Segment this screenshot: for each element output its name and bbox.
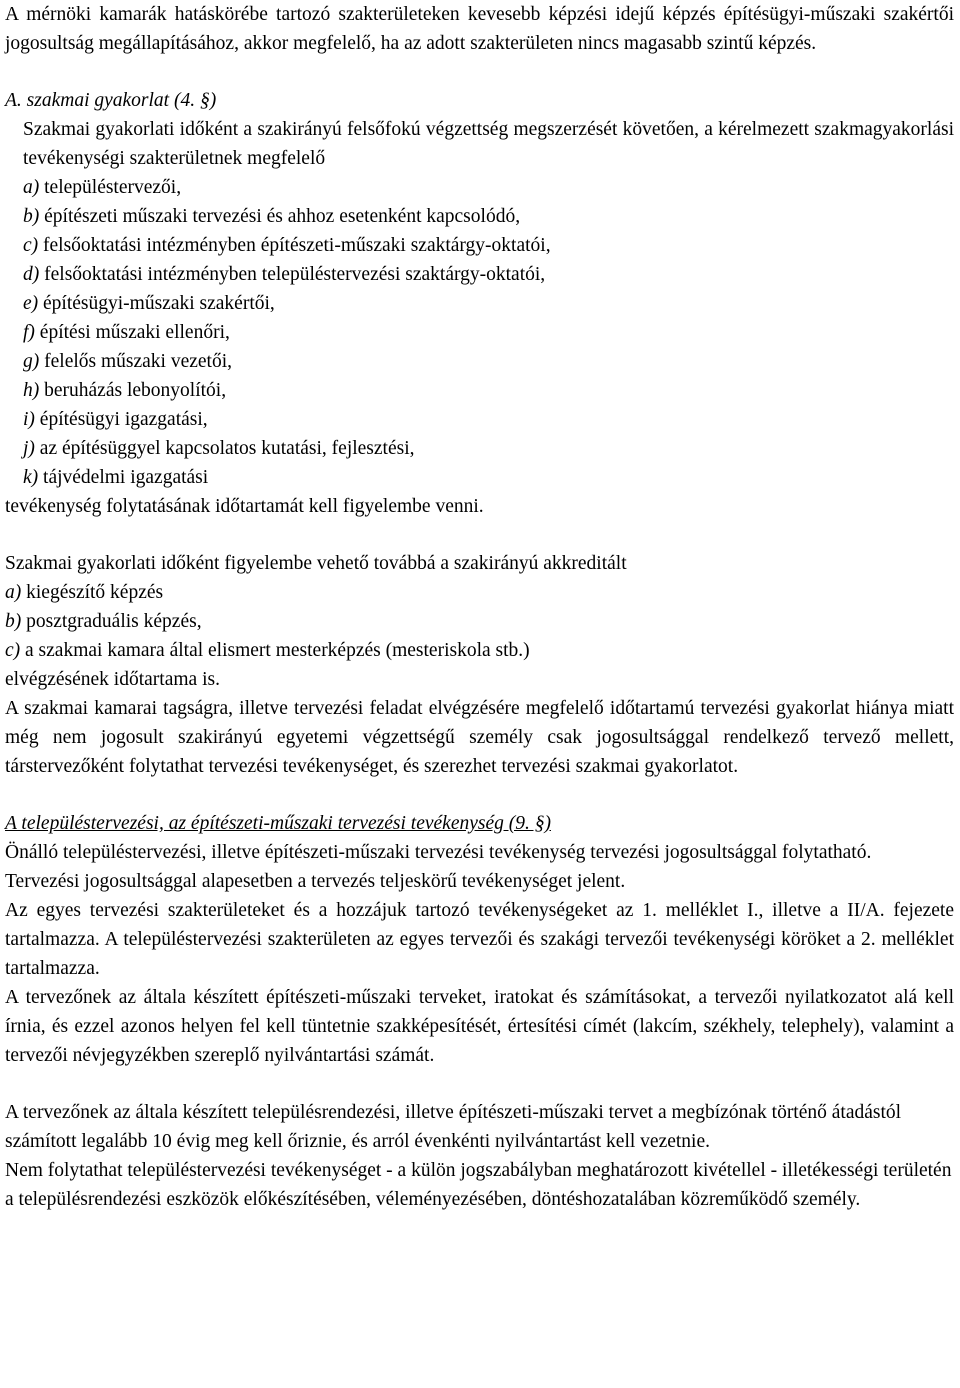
list-item: j) az építésüggyel kapcsolatos kutatási, fejlesztési, [23, 438, 415, 459]
list-item: g) felelős műszaki vezetői, [23, 351, 233, 372]
list-item: b) posztgraduális képzés, [5, 611, 202, 632]
section-b-paragraph: Szakmai gyakorlati időként figyelembe vehető továbbá a szakirányú akkreditált [5, 553, 627, 574]
section-c-paragraph: A tervezőnek az általa készített építészeti-műszaki terveket, iratokat és számításokat, a tervezői nyilatkozatot alá kell írnia, és ezzel azonos helyen fel kell tüntetnie szakképesítését, értesítési címét (lakcím, székhely, telephely), valamint a tervezői névjegyzékben szereplő nyilvántartási számát. [5, 987, 954, 1066]
list-item: f) építési műszaki ellenőri, [23, 322, 230, 343]
section-a-list [23, 173, 954, 492]
section-c-heading: A településtervezési, az építészeti-műszaki tervezési tevékenység (9. §) [5, 813, 551, 834]
intro-paragraph: A mérnöki kamarák hatáskörébe tartozó szakterületeken kevesebb képzési idejű képzés építésügyi-műszaki szakértői jogosultság megállapításához, akkor megfelelő, ha az adott szakterületen nincs magasabb szintű képzés. [5, 4, 954, 54]
list-item: c) a szakmai kamara által elismert mesterképzés (mesteriskola stb.) [5, 640, 530, 661]
list-item: d) felsőoktatási intézményben településtervezési szaktárgy-oktatói, [23, 264, 546, 285]
section-c-paragraph: Nem folytathat településtervezési tevékenységet - a külön jogszabályban meghatározott kivétellel - illetékességi területén a településrendezési eszközök előkészítésében, véleményezésében, döntéshozatalában közreműködő személy. [5, 1160, 952, 1210]
list-item: c) felsőoktatási intézményben építészeti-műszaki szaktárgy-oktatói, [23, 235, 551, 256]
list-item: e) építésügyi-műszaki szakértői, [23, 293, 275, 314]
section-b-closing: elvégzésének időtartama is. [5, 669, 220, 690]
list-item: k) tájvédelmi igazgatási [23, 467, 209, 488]
section-c-paragraph: A tervezőnek az általa készített településrendezési, illetve építészeti-műszaki tervet a megbízónak történő átadástól számított legalább 10 évig meg kell őriznie, és arról évenkénti nyilvántartást kell vezetnie. [5, 1102, 902, 1152]
list-item: a) településtervezői, [23, 177, 182, 198]
list-item: h) beruházás lebonyolítói, [23, 380, 227, 401]
section-b-list [5, 578, 954, 665]
section-c-paragraph: Önálló településtervezési, illetve építészeti-műszaki tervezési tevékenység tervezési jogosultsággal folytatható. [5, 842, 872, 863]
section-a-closing: tevékenység folytatásának időtartamát kell figyelembe venni. [5, 496, 484, 517]
section-b-paragraph-2: A szakmai kamarai tagságra, illetve tervezési feladat elvégzésére megfelelő időtartamú tervezési gyakorlat hiánya miatt még nem jogosult szakirányú egyetemi végzettségű személy csak jogosultsággal rendelkező tervező mellett, társtervezőként folytathat tervezési tevékenységet, és szerezhet tervezési szakmai gyakorlatot. [5, 698, 954, 777]
list-item: a) kiegészítő képzés [5, 582, 164, 603]
section-a-heading: A. szakmai gyakorlat (4. §) [5, 90, 217, 111]
section-a-paragraph: Szakmai gyakorlati időként a szakirányú felsőfokú végzettség megszerzését követően, a kérelmezett szakmagyakorlási tevékenységi szakterületnek megfelelő [23, 119, 954, 169]
list-item: b) építészeti műszaki tervezési és ahhoz esetenként kapcsolódó, [23, 206, 521, 227]
section-a-body [5, 115, 954, 492]
list-item: i) építésügyi igazgatási, [23, 409, 208, 430]
section-c-paragraph: Az egyes tervezési szakterületeket és a hozzájuk tartozó tevékenységeket az 1. melléklet I., illetve a II/A. fejezete tartalmazza. A településtervezési szakterületen az egyes tervezői és szakági tervezői tevékenységi köröket a 2. melléklet tartalmazza. [5, 900, 954, 979]
section-c-paragraph: Tervezési jogosultsággal alapesetben a tervezés teljeskörű tevékenységet jelent. [5, 871, 626, 892]
